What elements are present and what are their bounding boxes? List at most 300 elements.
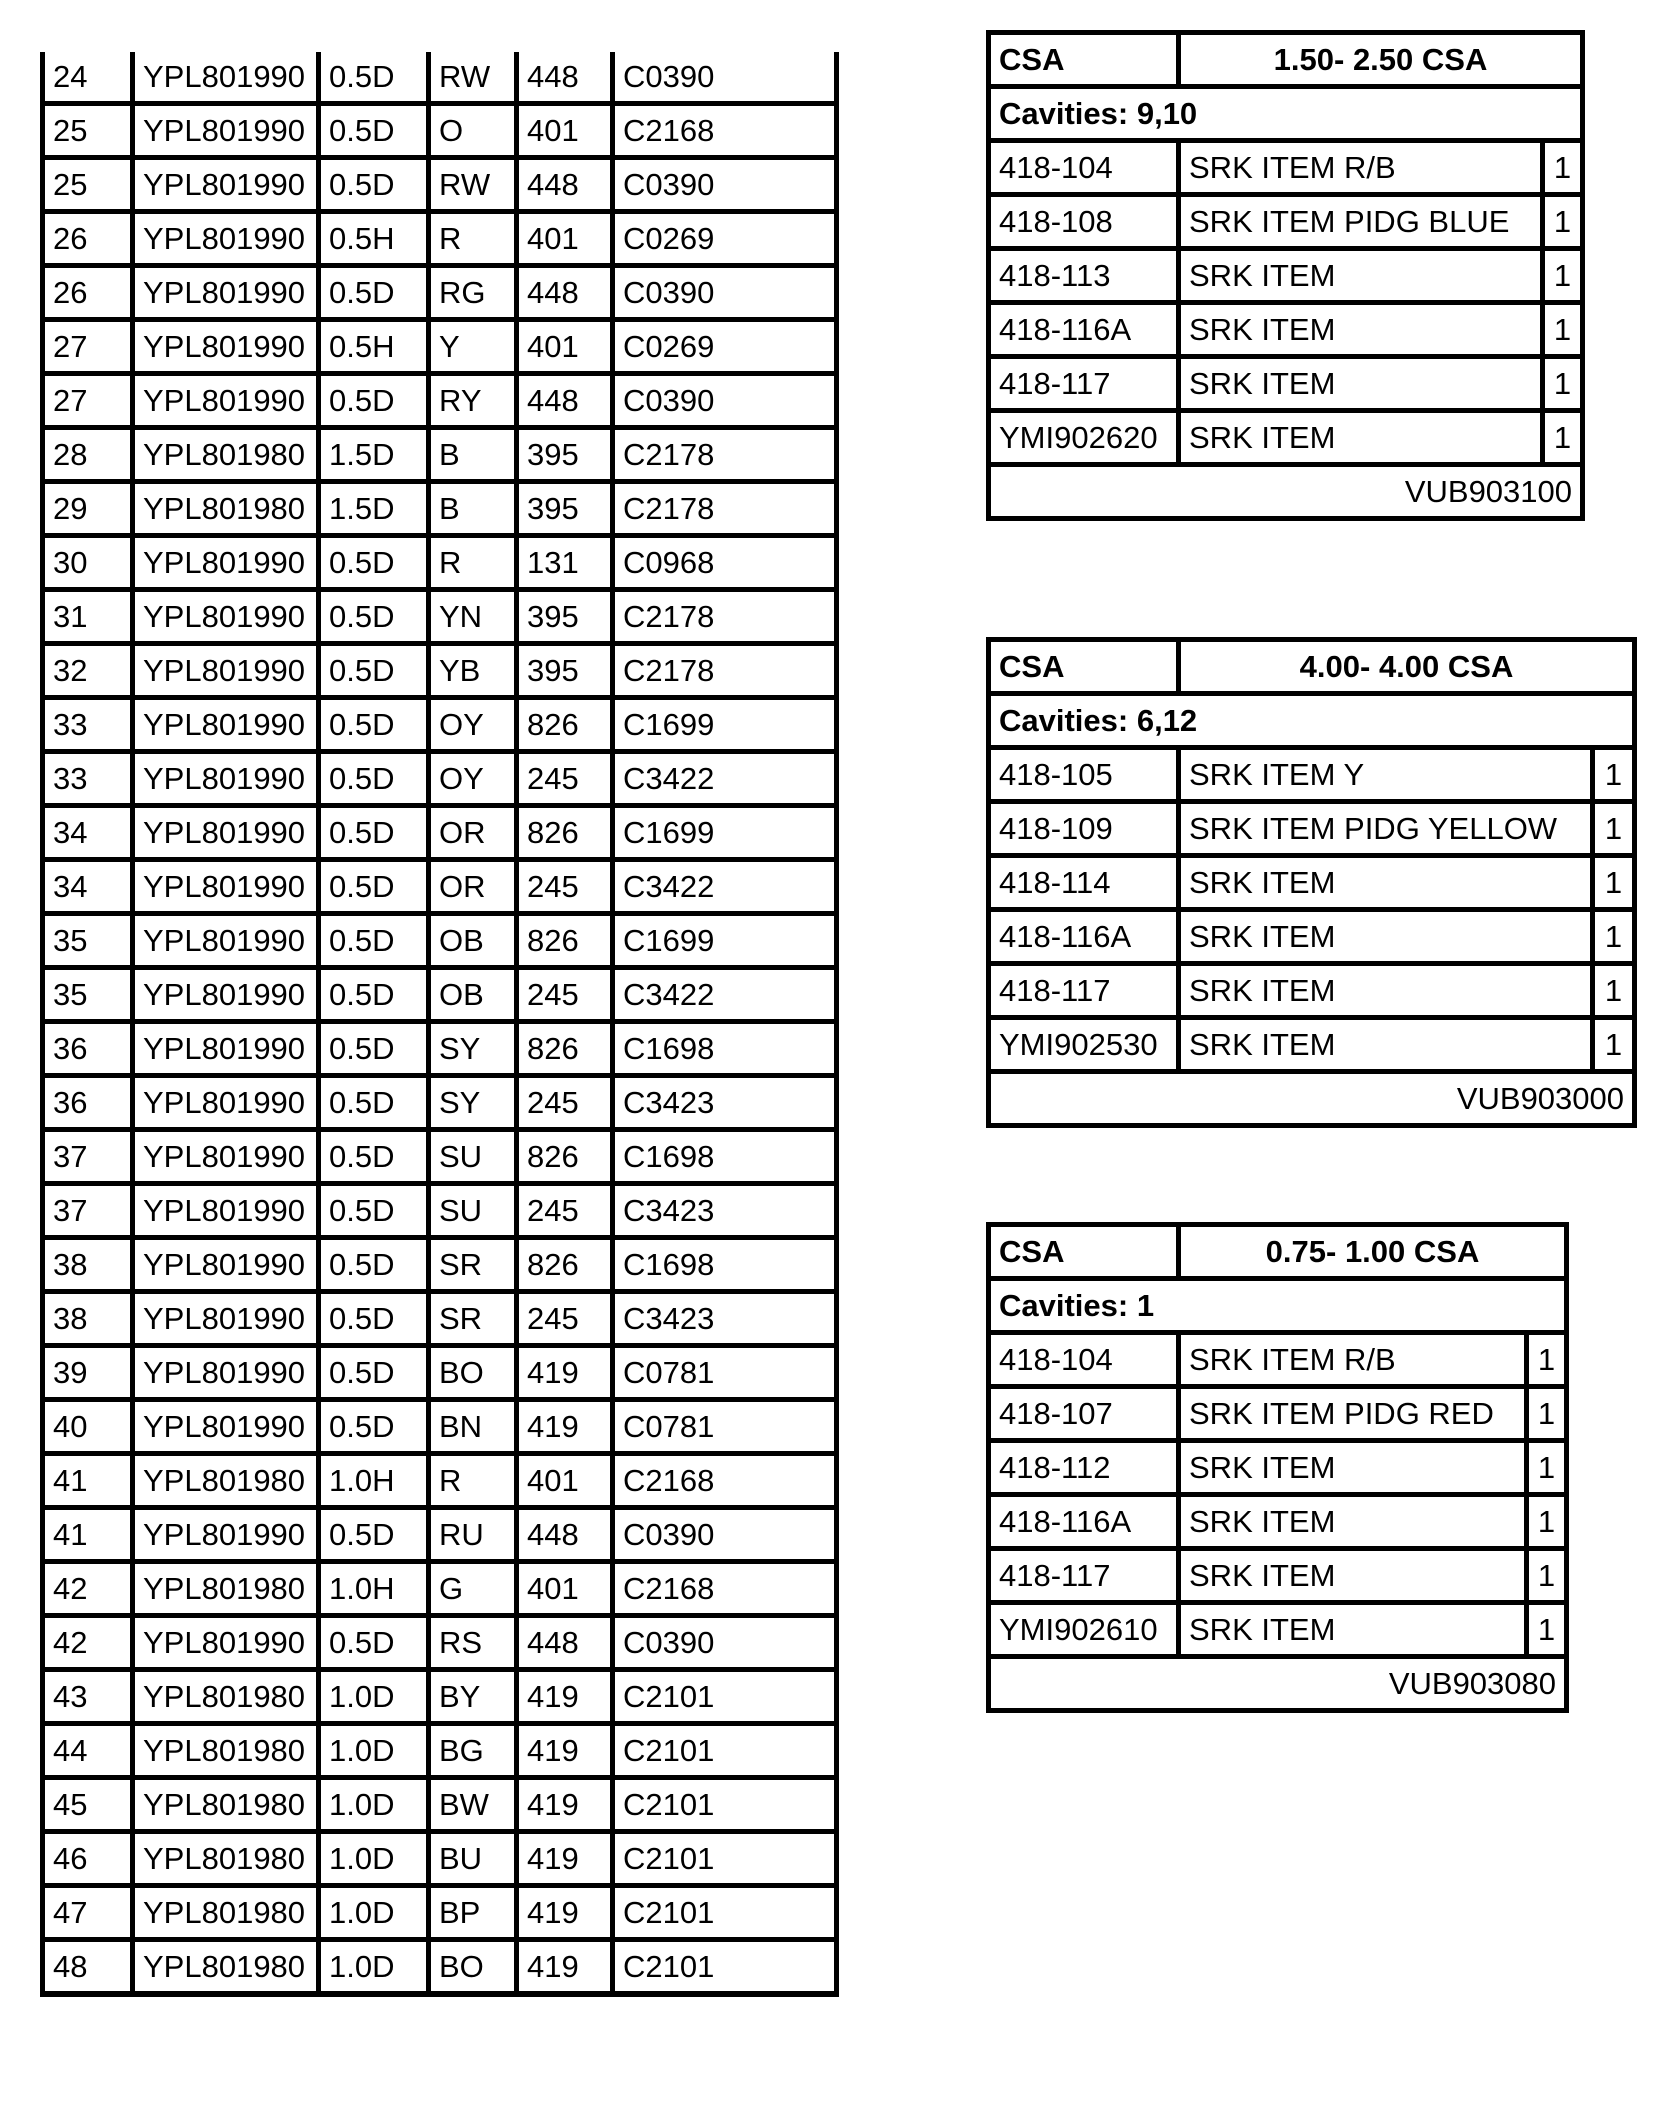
wire-color-cell: SY <box>429 1022 517 1076</box>
csa-table-body <box>989 1225 1567 1711</box>
wire-part-number-cell: YPL801990 <box>133 644 319 698</box>
wire-code-cell: 826 <box>517 806 613 860</box>
table-row <box>43 266 837 320</box>
wire-color-cell: OY <box>429 752 517 806</box>
csa-item-description-cell: SRK ITEM PIDG YELLOW <box>1179 802 1593 856</box>
wire-color-cell: SR <box>429 1238 517 1292</box>
wire-circuit-cell: C2101 <box>613 1778 837 1832</box>
wire-cavity-cell: 35 <box>43 968 133 1022</box>
wire-circuit-cell: C0390 <box>613 158 837 212</box>
wire-size-cell: 0.5D <box>319 1508 429 1562</box>
table-row <box>43 1562 837 1616</box>
table-row <box>989 141 1583 195</box>
table-row <box>43 806 837 860</box>
wire-cavity-cell: 38 <box>43 1292 133 1346</box>
wire-cavity-cell: 45 <box>43 1778 133 1832</box>
wire-part-number-cell: YPL801980 <box>133 1454 319 1508</box>
csa-item-part-number-cell: 418-117 <box>989 357 1179 411</box>
wire-circuit-cell: C3422 <box>613 860 837 914</box>
wire-cavity-cell: 26 <box>43 266 133 320</box>
wire-code-cell: 245 <box>517 1184 613 1238</box>
csa-item-part-number-cell: 418-107 <box>989 1387 1179 1441</box>
wire-code-cell: 131 <box>517 536 613 590</box>
csa-item-description-cell: SRK ITEM <box>1179 910 1593 964</box>
wire-code-cell: 419 <box>517 1346 613 1400</box>
csa-item-part-number-cell: 418-116A <box>989 1495 1179 1549</box>
wire-code-cell: 419 <box>517 1886 613 1940</box>
wire-color-cell: SU <box>429 1130 517 1184</box>
wire-size-cell: 0.5D <box>319 1346 429 1400</box>
wire-size-cell: 0.5D <box>319 590 429 644</box>
wire-code-cell: 395 <box>517 590 613 644</box>
csa-item-part-number-cell: 418-113 <box>989 249 1179 303</box>
wire-code-cell: 826 <box>517 1022 613 1076</box>
csa-range: 4.00- 4.00 CSA <box>1179 640 1635 694</box>
csa-item-description-cell: SRK ITEM PIDG BLUE <box>1179 195 1543 249</box>
wire-color-cell: OY <box>429 698 517 752</box>
wire-size-cell: 0.5D <box>319 644 429 698</box>
wire-part-number-cell: YPL801980 <box>133 1832 319 1886</box>
wire-code-cell: 401 <box>517 212 613 266</box>
csa-table-body <box>989 33 1583 519</box>
wire-circuit-cell: C0968 <box>613 536 837 590</box>
wire-circuit-cell: C2101 <box>613 1724 837 1778</box>
wire-color-cell: BY <box>429 1670 517 1724</box>
wire-size-cell: 0.5D <box>319 266 429 320</box>
csa-item-quantity-cell: 1 <box>1543 357 1583 411</box>
csa-item-description-cell: SRK ITEM <box>1179 357 1543 411</box>
csa-item-description-cell: SRK ITEM <box>1179 1549 1527 1603</box>
wire-part-number-cell: YPL801980 <box>133 428 319 482</box>
wire-color-cell: BU <box>429 1832 517 1886</box>
wire-size-cell: 1.0D <box>319 1886 429 1940</box>
wire-circuit-cell: C0781 <box>613 1400 837 1454</box>
wire-size-cell: 1.5D <box>319 428 429 482</box>
table-row <box>989 357 1583 411</box>
csa-item-part-number-cell: 418-108 <box>989 195 1179 249</box>
wire-code-cell: 419 <box>517 1724 613 1778</box>
wire-color-cell: RY <box>429 374 517 428</box>
wire-part-number-cell: YPL801990 <box>133 52 319 104</box>
wire-circuit-cell: C3423 <box>613 1076 837 1130</box>
wire-part-number-cell: YPL801990 <box>133 590 319 644</box>
wire-cavity-cell: 37 <box>43 1130 133 1184</box>
wire-code-cell: 395 <box>517 482 613 536</box>
wire-code-cell: 419 <box>517 1940 613 1995</box>
table-row <box>43 1022 837 1076</box>
wire-code-cell: 826 <box>517 914 613 968</box>
wire-cavity-cell: 26 <box>43 212 133 266</box>
wire-size-cell: 0.5D <box>319 1616 429 1670</box>
wire-code-cell: 448 <box>517 158 613 212</box>
wire-part-number-cell: YPL801990 <box>133 1238 319 1292</box>
csa-item-description-cell: SRK ITEM Y <box>1179 748 1593 802</box>
wire-size-cell: 0.5D <box>319 52 429 104</box>
table-row <box>43 320 837 374</box>
wire-list-table <box>40 52 839 1997</box>
wire-color-cell: OR <box>429 860 517 914</box>
wire-circuit-cell: C0390 <box>613 1616 837 1670</box>
wire-part-number-cell: YPL801990 <box>133 968 319 1022</box>
wire-color-cell: OB <box>429 968 517 1022</box>
csa-table-3 <box>986 1222 1569 1713</box>
table-row <box>43 1346 837 1400</box>
wire-code-cell: 448 <box>517 52 613 104</box>
csa-item-quantity-cell: 1 <box>1527 1603 1567 1657</box>
table-row <box>989 748 1635 802</box>
wire-color-cell: SY <box>429 1076 517 1130</box>
wire-size-cell: 1.0D <box>319 1778 429 1832</box>
wire-circuit-cell: C1699 <box>613 914 837 968</box>
csa-item-part-number-cell: 418-105 <box>989 748 1179 802</box>
csa-item-part-number-cell: 418-117 <box>989 964 1179 1018</box>
wire-code-cell: 419 <box>517 1670 613 1724</box>
wire-part-number-cell: YPL801990 <box>133 1022 319 1076</box>
table-row <box>989 1387 1567 1441</box>
wire-cavity-cell: 32 <box>43 644 133 698</box>
csa-item-quantity-cell: 1 <box>1527 1549 1567 1603</box>
wire-color-cell: R <box>429 212 517 266</box>
wire-size-cell: 0.5D <box>319 752 429 806</box>
wire-part-number-cell: YPL801980 <box>133 1886 319 1940</box>
table-row <box>989 910 1635 964</box>
wire-size-cell: 0.5D <box>319 1130 429 1184</box>
table-footer-row <box>989 1072 1635 1126</box>
table-row <box>43 52 837 104</box>
table-row <box>43 968 837 1022</box>
wire-cavity-cell: 42 <box>43 1616 133 1670</box>
csa-item-quantity-cell: 1 <box>1527 1441 1567 1495</box>
wire-circuit-cell: C2101 <box>613 1832 837 1886</box>
table-footer-row <box>989 465 1583 519</box>
csa-table-body <box>989 640 1635 1126</box>
csa-item-description-cell: SRK ITEM <box>1179 303 1543 357</box>
table-row <box>43 1508 837 1562</box>
wire-cavity-cell: 28 <box>43 428 133 482</box>
wire-color-cell: B <box>429 482 517 536</box>
wire-code-cell: 826 <box>517 1238 613 1292</box>
wire-size-cell: 0.5D <box>319 914 429 968</box>
table-row <box>43 212 837 266</box>
wire-code-cell: 245 <box>517 860 613 914</box>
wire-part-number-cell: YPL801990 <box>133 212 319 266</box>
csa-item-description-cell: SRK ITEM <box>1179 249 1543 303</box>
wire-part-number-cell: YPL801990 <box>133 1292 319 1346</box>
csa-item-quantity-cell: 1 <box>1593 802 1635 856</box>
wire-color-cell: O <box>429 104 517 158</box>
table-row <box>43 1616 837 1670</box>
csa-item-description-cell: SRK ITEM <box>1179 1495 1527 1549</box>
wire-circuit-cell: C3422 <box>613 968 837 1022</box>
csa-label: CSA <box>989 1225 1179 1279</box>
wire-cavity-cell: 33 <box>43 698 133 752</box>
csa-label: CSA <box>989 640 1179 694</box>
wire-color-cell: SU <box>429 1184 517 1238</box>
wire-circuit-cell: C2178 <box>613 428 837 482</box>
wire-part-number-cell: YPL801990 <box>133 860 319 914</box>
table-row <box>43 860 837 914</box>
wire-part-number-cell: YPL801990 <box>133 1076 319 1130</box>
table-row <box>989 802 1635 856</box>
wire-code-cell: 245 <box>517 968 613 1022</box>
csa-item-description-cell: SRK ITEM <box>1179 856 1593 910</box>
wire-code-cell: 448 <box>517 1508 613 1562</box>
wire-color-cell: RW <box>429 52 517 104</box>
wire-circuit-cell: C2101 <box>613 1886 837 1940</box>
table-row <box>43 1778 837 1832</box>
csa-item-description-cell: SRK ITEM PIDG RED <box>1179 1387 1527 1441</box>
wire-size-cell: 0.5D <box>319 698 429 752</box>
wire-code-cell: 448 <box>517 266 613 320</box>
wire-color-cell: RU <box>429 1508 517 1562</box>
csa-range: 1.50- 2.50 CSA <box>1179 33 1583 87</box>
wire-circuit-cell: C2168 <box>613 1454 837 1508</box>
wire-part-number-cell: YPL801980 <box>133 1778 319 1832</box>
wire-cavity-cell: 43 <box>43 1670 133 1724</box>
wire-part-number-cell: YPL801990 <box>133 806 319 860</box>
wire-part-number-cell: YPL801990 <box>133 1184 319 1238</box>
wire-part-number-cell: YPL801980 <box>133 1562 319 1616</box>
csa-item-part-number-cell: 418-104 <box>989 141 1179 195</box>
wire-color-cell: BN <box>429 1400 517 1454</box>
csa-item-part-number-cell: 418-116A <box>989 303 1179 357</box>
table-row <box>43 644 837 698</box>
wire-cavity-cell: 38 <box>43 1238 133 1292</box>
wire-size-cell: 0.5D <box>319 1022 429 1076</box>
wire-size-cell: 0.5H <box>319 320 429 374</box>
csa-item-quantity-cell: 1 <box>1527 1387 1567 1441</box>
wire-cavity-cell: 33 <box>43 752 133 806</box>
wire-circuit-cell: C1699 <box>613 806 837 860</box>
table-row <box>43 374 837 428</box>
wire-circuit-cell: C3423 <box>613 1184 837 1238</box>
wire-cavity-cell: 34 <box>43 806 133 860</box>
csa-item-part-number-cell: 418-116A <box>989 910 1179 964</box>
wire-color-cell: BP <box>429 1886 517 1940</box>
table-row <box>43 1670 837 1724</box>
wire-code-cell: 448 <box>517 374 613 428</box>
wire-cavity-cell: 36 <box>43 1076 133 1130</box>
table-footer-row <box>989 1657 1567 1711</box>
wire-color-cell: Y <box>429 320 517 374</box>
table-row <box>43 1724 837 1778</box>
wire-code-cell: 419 <box>517 1832 613 1886</box>
table-row <box>989 964 1635 1018</box>
table-row <box>989 195 1583 249</box>
wire-color-cell: BW <box>429 1778 517 1832</box>
wire-code-cell: 401 <box>517 1454 613 1508</box>
csa-item-quantity-cell: 1 <box>1593 748 1635 802</box>
csa-item-part-number-cell: 418-117 <box>989 1549 1179 1603</box>
wire-color-cell: BG <box>429 1724 517 1778</box>
csa-item-quantity-cell: 1 <box>1593 1018 1635 1072</box>
wire-cavity-cell: 37 <box>43 1184 133 1238</box>
wire-size-cell: 0.5D <box>319 1076 429 1130</box>
wire-code-cell: 395 <box>517 644 613 698</box>
wire-circuit-cell: C2101 <box>613 1940 837 1995</box>
wire-color-cell: B <box>429 428 517 482</box>
table-row <box>989 1441 1567 1495</box>
table-row <box>989 303 1583 357</box>
wire-part-number-cell: YPL801990 <box>133 158 319 212</box>
wire-part-number-cell: YPL801980 <box>133 1724 319 1778</box>
wire-circuit-cell: C1698 <box>613 1130 837 1184</box>
wire-code-cell: 245 <box>517 1076 613 1130</box>
table-row <box>989 1495 1567 1549</box>
wire-cavity-cell: 41 <box>43 1454 133 1508</box>
wire-list-body <box>43 52 837 1994</box>
wire-color-cell: R <box>429 1454 517 1508</box>
csa-item-description-cell: SRK ITEM <box>1179 1441 1527 1495</box>
wire-cavity-cell: 47 <box>43 1886 133 1940</box>
wire-size-cell: 0.5H <box>319 212 429 266</box>
wire-code-cell: 448 <box>517 1616 613 1670</box>
table-row <box>43 482 837 536</box>
table-row <box>43 428 837 482</box>
wire-size-cell: 1.0H <box>319 1454 429 1508</box>
wire-part-number-cell: YPL801990 <box>133 1616 319 1670</box>
wire-color-cell: RG <box>429 266 517 320</box>
table-row <box>43 1400 837 1454</box>
wire-cavity-cell: 31 <box>43 590 133 644</box>
table-row <box>989 856 1635 910</box>
wire-part-number-cell: YPL801990 <box>133 266 319 320</box>
wire-size-cell: 0.5D <box>319 536 429 590</box>
wire-part-number-cell: YPL801990 <box>133 1508 319 1562</box>
kit-part-number: VUB903080 <box>989 1657 1567 1711</box>
wire-size-cell: 0.5D <box>319 1400 429 1454</box>
wire-part-number-cell: YPL801990 <box>133 374 319 428</box>
wire-circuit-cell: C2168 <box>613 104 837 158</box>
wire-size-cell: 0.5D <box>319 968 429 1022</box>
wire-circuit-cell: C0390 <box>613 52 837 104</box>
table-row <box>43 590 837 644</box>
table-row <box>43 1130 837 1184</box>
wire-size-cell: 1.0D <box>319 1670 429 1724</box>
csa-item-part-number-cell: 418-109 <box>989 802 1179 856</box>
wire-size-cell: 0.5D <box>319 860 429 914</box>
table-row <box>43 158 837 212</box>
wire-cavity-cell: 29 <box>43 482 133 536</box>
csa-item-part-number-cell: YMI902620 <box>989 411 1179 465</box>
wire-circuit-cell: C2101 <box>613 1670 837 1724</box>
csa-item-quantity-cell: 1 <box>1543 303 1583 357</box>
kit-part-number: VUB903100 <box>989 465 1583 519</box>
wire-cavity-cell: 30 <box>43 536 133 590</box>
csa-table-2 <box>986 637 1637 1128</box>
wire-part-number-cell: YPL801990 <box>133 104 319 158</box>
wire-code-cell: 419 <box>517 1400 613 1454</box>
table-row <box>43 752 837 806</box>
csa-item-quantity-cell: 1 <box>1527 1333 1567 1387</box>
csa-item-quantity-cell: 1 <box>1593 910 1635 964</box>
table-row <box>43 914 837 968</box>
wire-cavity-cell: 48 <box>43 1940 133 1995</box>
wire-cavity-cell: 42 <box>43 1562 133 1616</box>
wire-cavity-cell: 34 <box>43 860 133 914</box>
table-row <box>989 1018 1635 1072</box>
wire-size-cell: 0.5D <box>319 104 429 158</box>
wire-size-cell: 1.0H <box>319 1562 429 1616</box>
cavities-label: Cavities: 9,10 <box>989 87 1583 141</box>
wire-part-number-cell: YPL801990 <box>133 320 319 374</box>
wire-circuit-cell: C0390 <box>613 374 837 428</box>
csa-item-description-cell: SRK ITEM <box>1179 411 1543 465</box>
csa-item-description-cell: SRK ITEM <box>1179 1018 1593 1072</box>
wire-color-cell: OR <box>429 806 517 860</box>
wire-size-cell: 0.5D <box>319 1238 429 1292</box>
table-row <box>43 536 837 590</box>
wire-circuit-cell: C0390 <box>613 266 837 320</box>
csa-item-part-number-cell: 418-104 <box>989 1333 1179 1387</box>
wire-cavity-cell: 44 <box>43 1724 133 1778</box>
wire-cavity-cell: 40 <box>43 1400 133 1454</box>
wire-size-cell: 0.5D <box>319 158 429 212</box>
wire-circuit-cell: C2178 <box>613 590 837 644</box>
csa-item-part-number-cell: 418-112 <box>989 1441 1179 1495</box>
wire-circuit-cell: C3422 <box>613 752 837 806</box>
wire-circuit-cell: C1698 <box>613 1022 837 1076</box>
wire-cavity-cell: 41 <box>43 1508 133 1562</box>
csa-item-description-cell: SRK ITEM <box>1179 1603 1527 1657</box>
wire-part-number-cell: YPL801990 <box>133 914 319 968</box>
wire-circuit-cell: C3423 <box>613 1292 837 1346</box>
wire-code-cell: 401 <box>517 320 613 374</box>
csa-item-quantity-cell: 1 <box>1543 195 1583 249</box>
wire-code-cell: 395 <box>517 428 613 482</box>
csa-item-quantity-cell: 1 <box>1527 1495 1567 1549</box>
wire-circuit-cell: C0269 <box>613 320 837 374</box>
csa-range: 0.75- 1.00 CSA <box>1179 1225 1567 1279</box>
wire-part-number-cell: YPL801990 <box>133 752 319 806</box>
wire-size-cell: 1.5D <box>319 482 429 536</box>
table-row <box>989 1333 1567 1387</box>
wire-circuit-cell: C1698 <box>613 1238 837 1292</box>
wire-circuit-cell: C2178 <box>613 644 837 698</box>
table-row <box>43 698 837 752</box>
csa-item-description-cell: SRK ITEM <box>1179 964 1593 1018</box>
wire-code-cell: 401 <box>517 104 613 158</box>
wire-color-cell: RS <box>429 1616 517 1670</box>
wire-size-cell: 0.5D <box>319 374 429 428</box>
kit-part-number: VUB903000 <box>989 1072 1635 1126</box>
table-row <box>989 411 1583 465</box>
wire-cavity-cell: 46 <box>43 1832 133 1886</box>
wire-size-cell: 1.0D <box>319 1940 429 1995</box>
wire-size-cell: 0.5D <box>319 1292 429 1346</box>
csa-item-quantity-cell: 1 <box>1543 141 1583 195</box>
table-row <box>43 1940 837 1995</box>
csa-item-quantity-cell: 1 <box>1543 249 1583 303</box>
wire-code-cell: 401 <box>517 1562 613 1616</box>
wire-color-cell: OB <box>429 914 517 968</box>
wire-size-cell: 1.0D <box>319 1724 429 1778</box>
csa-item-quantity-cell: 1 <box>1593 964 1635 1018</box>
csa-item-part-number-cell: 418-114 <box>989 856 1179 910</box>
wire-color-cell: R <box>429 536 517 590</box>
table-row <box>43 1832 837 1886</box>
csa-label: CSA <box>989 33 1179 87</box>
csa-table-1 <box>986 30 1585 521</box>
wire-part-number-cell: YPL801990 <box>133 1130 319 1184</box>
wire-color-cell: BO <box>429 1940 517 1995</box>
wire-color-cell: G <box>429 1562 517 1616</box>
wire-circuit-cell: C1699 <box>613 698 837 752</box>
table-row <box>989 1603 1567 1657</box>
wire-circuit-cell: C2178 <box>613 482 837 536</box>
wire-color-cell: YN <box>429 590 517 644</box>
wire-circuit-cell: C0269 <box>613 212 837 266</box>
